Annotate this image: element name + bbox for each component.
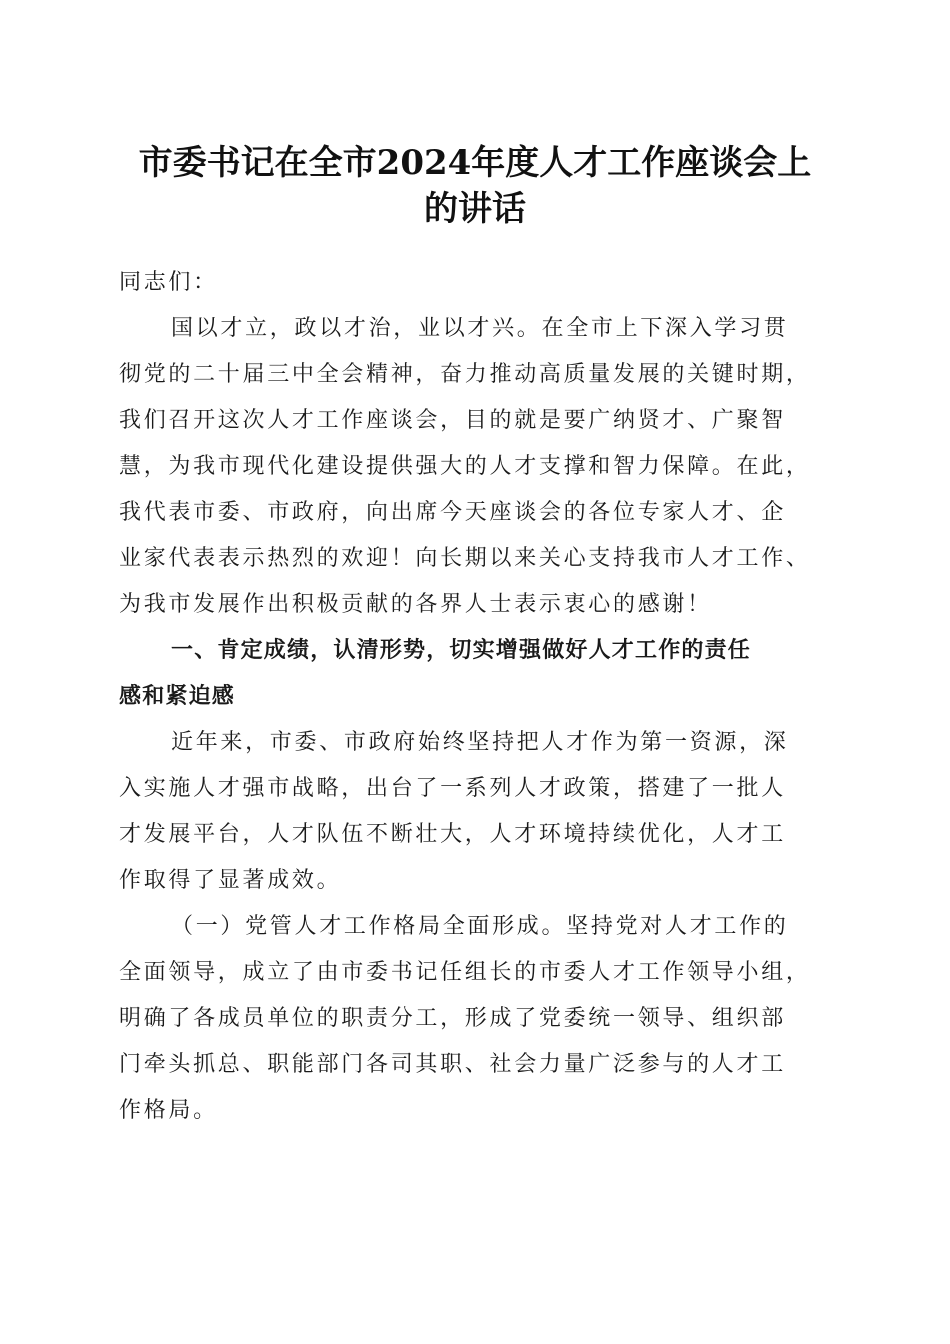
paragraph-line: 明确了各成员单位的职责分工，形成了党委统一领导、组织部 <box>119 1006 786 1031</box>
paragraph-line: 作取得了显著成效。 <box>119 868 342 893</box>
title-line-2: 的讲话 <box>424 189 526 229</box>
section-heading-1 <box>119 628 839 720</box>
paragraph-line: 才发展平台，人才队伍不断壮大，人才环境持续优化，人才工 <box>119 822 786 847</box>
paragraph-opening <box>119 306 839 628</box>
paragraph-line: 彻党的二十届三中全会精神，奋力推动高质量发展的关键时期， <box>119 362 811 387</box>
title-line-1: 市委书记在全市2024年度人才工作座谈会上 <box>138 143 812 183</box>
paragraph-line: 为我市发展作出积极贡献的各界人士表示衷心的感谢！ <box>119 592 712 617</box>
paragraph-achievements <box>119 720 839 904</box>
heading-line: 感和紧迫感 <box>119 684 236 709</box>
paragraph-line: 近年来，市委、市政府始终坚持把人才作为第一资源，深 <box>171 730 789 755</box>
paragraph-line: 我们召开这次人才工作座谈会，目的就是要广纳贤才、广聚智 <box>119 408 786 433</box>
heading-line: 一、肯定成绩，认清形势，切实增强做好人才工作的责任 <box>171 638 752 663</box>
paragraph-line: 入实施人才强市战略，出台了一系列人才政策，搭建了一批人 <box>119 776 786 801</box>
paragraph-line: 作格局。 <box>119 1098 218 1123</box>
paragraph-subsection-1 <box>119 904 839 1134</box>
paragraph-line: 全面领导，成立了由市委书记任组长的市委人才工作领导小组， <box>119 960 811 985</box>
paragraph-line: 国以才立，政以才治，业以才兴。在全市上下深入学习贯 <box>171 316 789 341</box>
paragraph-line: 慧，为我市现代化建设提供强大的人才支撑和智力保障。在此， <box>119 454 811 479</box>
paragraph-line: 我代表市委、市政府，向出席今天座谈会的各位专家人才、企 <box>119 500 786 525</box>
document-body <box>119 260 839 1134</box>
paragraph-line: 业家代表表示热烈的欢迎！向长期以来关心支持我市人才工作、 <box>119 546 811 571</box>
paragraph-line: （一）党管人才工作格局全面形成。坚持党对人才工作的 <box>171 914 789 939</box>
document-title <box>100 140 850 232</box>
salutation: 同志们： <box>119 270 218 295</box>
paragraph-line: 门牵头抓总、职能部门各司其职、社会力量广泛参与的人才工 <box>119 1052 786 1077</box>
